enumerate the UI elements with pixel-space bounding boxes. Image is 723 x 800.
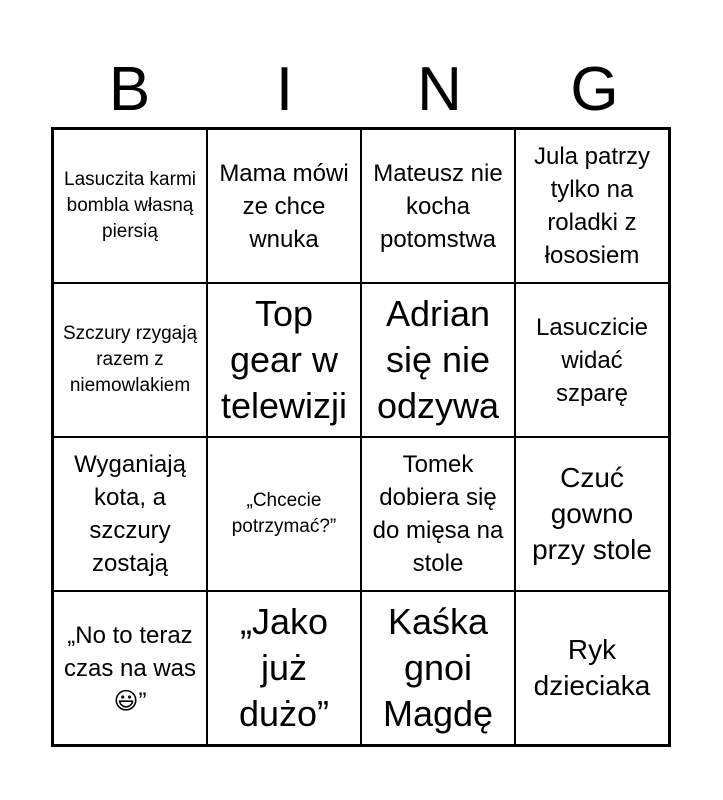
bingo-cell[interactable] [207,283,361,437]
cell-text: Czuć gowno przy stole [532,462,652,565]
header-letter-n: N [417,55,462,124]
header-letter-b: B [108,55,151,124]
bingo-grid [51,127,671,747]
cell-text: Ryk dzieciaka [533,634,651,701]
bingo-cell[interactable] [53,437,207,591]
bingo-cell[interactable] [361,437,515,591]
bingo-cell[interactable] [207,437,361,591]
bingo-cell[interactable] [361,591,515,745]
bingo-cell[interactable] [53,129,207,283]
bingo-cell[interactable] [515,437,669,591]
cell-text: Szczury rzygają razem z niemowlakiem [62,323,198,396]
cell-text: Lasuczicie widać szparę [535,313,649,407]
cell-text: Lasuczita karmi bombla własną piersią [64,169,196,242]
bingo-cell[interactable] [515,591,669,745]
bingo-header [52,52,672,127]
bingo-cell[interactable] [53,591,207,745]
bingo-cell[interactable] [361,283,515,437]
cell-text: „Jako już dużo” [238,601,330,734]
cell-text: Tomek dobiera się do mięsa na stole [372,451,504,577]
bingo-cell[interactable] [361,129,515,283]
bingo-cell[interactable] [515,129,669,283]
cell-text: „No to teraz czas na was 😃” [63,621,197,715]
cell-text: Adrian się nie odzywa [376,293,500,426]
cell-text: „Chcecie potrzymać?” [231,490,337,537]
cell-text: Kaśka gnoi Magdę [382,601,494,734]
cell-text: Top gear w telewizji [220,293,348,426]
cell-text: Jula patrzy tylko na roladki z łososiem [533,143,651,269]
cell-text: Wyganiają kota, a szczury zostają [74,451,186,577]
bingo-cell[interactable] [53,283,207,437]
cell-text: Mama mówi ze chce wnuka [219,159,349,253]
bingo-cell[interactable] [515,283,669,437]
header-letter-g: G [570,55,619,124]
bingo-cell[interactable] [207,129,361,283]
cell-text: Mateusz nie kocha potomstwa [373,159,503,253]
header-letter-i: I [275,55,294,124]
bingo-cell[interactable] [207,591,361,745]
